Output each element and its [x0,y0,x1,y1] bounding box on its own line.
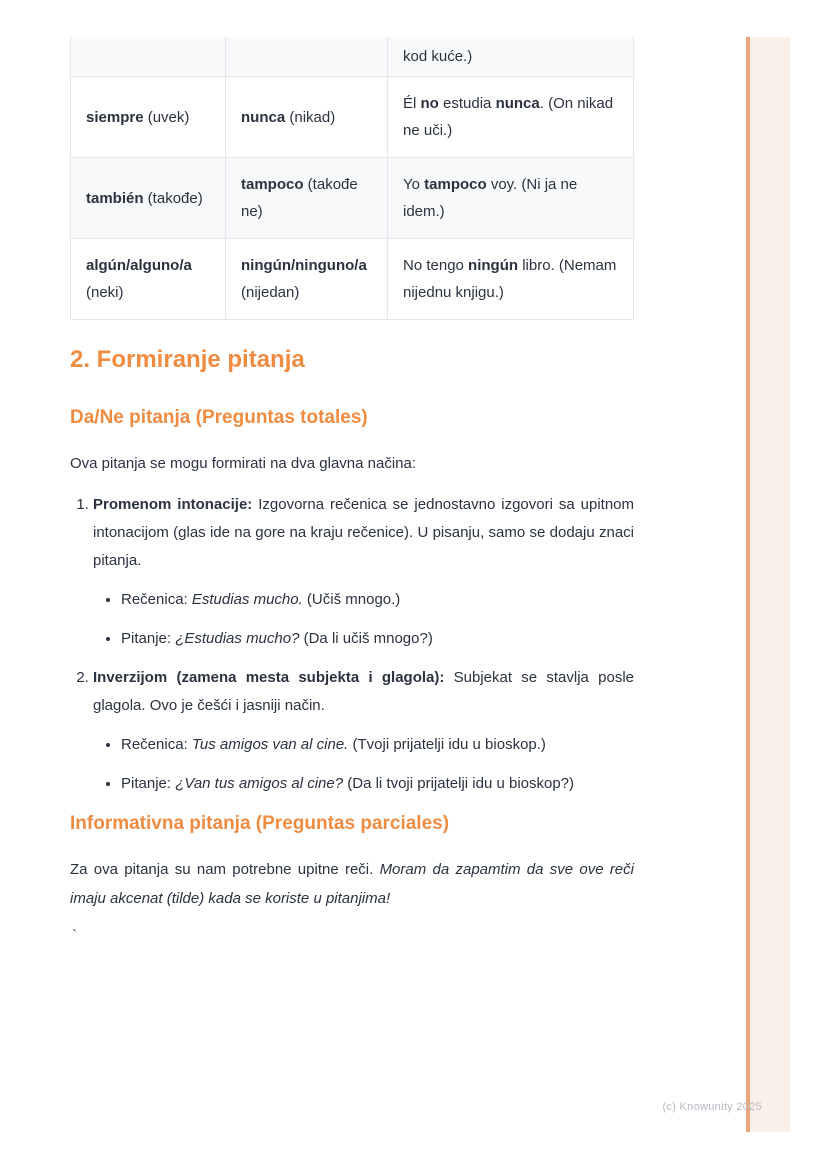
table-cell: kod kuće.) [388,37,634,77]
subsection-heading-informativna: Informativna pitanja (Preguntas parciales) [70,813,450,834]
intro-paragraph: Ova pitanja se mogu formirati na dva glavna načina: [70,455,417,472]
list-item-inversion [93,664,634,797]
bullet-list [93,732,634,797]
table-cell: siempre (uvek) [71,77,226,158]
table-cell: nunca (nikad) [226,77,388,158]
footer-copyright: (c) Knowunity 2025 [662,1101,762,1113]
page-edge-band [750,37,790,1132]
list-item-lead: Promenom intonacije: Izgovorna rečenica se jednostavno izgovori sa upitnom intonacijom (glas ide na gore na kraju rečenice). U pisanju, samo se dodaju znaci pitanja. [93,496,635,569]
table-cell: Yo tampoco voy. (Ni ja ne idem.) [388,158,634,239]
negation-table [70,37,634,320]
table-cell: No tengo ningún libro. (Nemam nijednu knjigu.) [388,239,634,320]
table-cell [226,37,388,77]
list-item-intonation [93,491,634,652]
table-cell: tampoco (takođe ne) [226,158,388,239]
note-paragraph: Za ova pitanja su nam potrebne upitne reči. Moram da zapamtim da sve ove reči imaju akcenat (tilde) kada se koriste u pitanjima! [70,861,634,907]
list-item-lead: Inverzijom (zamena mesta subjekta i glagola): Subjekat se stavlja posle glagola. Ovo je češći i jasniji način. [93,669,634,714]
bullet-item: • Pitanje: ¿Estudias mucho? (Da li učiš mnogo?) [121,626,634,652]
subsection-heading-da-ne: Da/Ne pitanja (Preguntas totales) [70,407,368,428]
bullet-list [93,587,634,652]
page-content [70,37,634,944]
table-row [71,239,634,320]
stray-backtick: ` [72,927,77,944]
bullet-item: • Rečenica: Tus amigos van al cine. (Tvoji prijatelji idu u bioskop.) [121,732,634,758]
table-cell: Él no estudia nunca. (On nikad ne uči.) [388,77,634,158]
table-cell [71,37,226,77]
section-heading: 2. Formiranje pitanja [70,346,305,373]
table-cell: ningún/ninguno/a (nijedan) [226,239,388,320]
bullet-item: • Rečenica: Estudias mucho. (Učiš mnogo.) [121,587,634,613]
table-cell: también (takođe) [71,158,226,239]
bullet-item: • Pitanje: ¿Van tus amigos al cine? (Da li tvoji prijatelji idu u bioskop?) [121,771,634,797]
table-row [71,37,634,77]
table-row [71,77,634,158]
ordered-list [70,491,634,797]
table-row [71,158,634,239]
table-cell: algún/alguno/a (neki) [71,239,226,320]
